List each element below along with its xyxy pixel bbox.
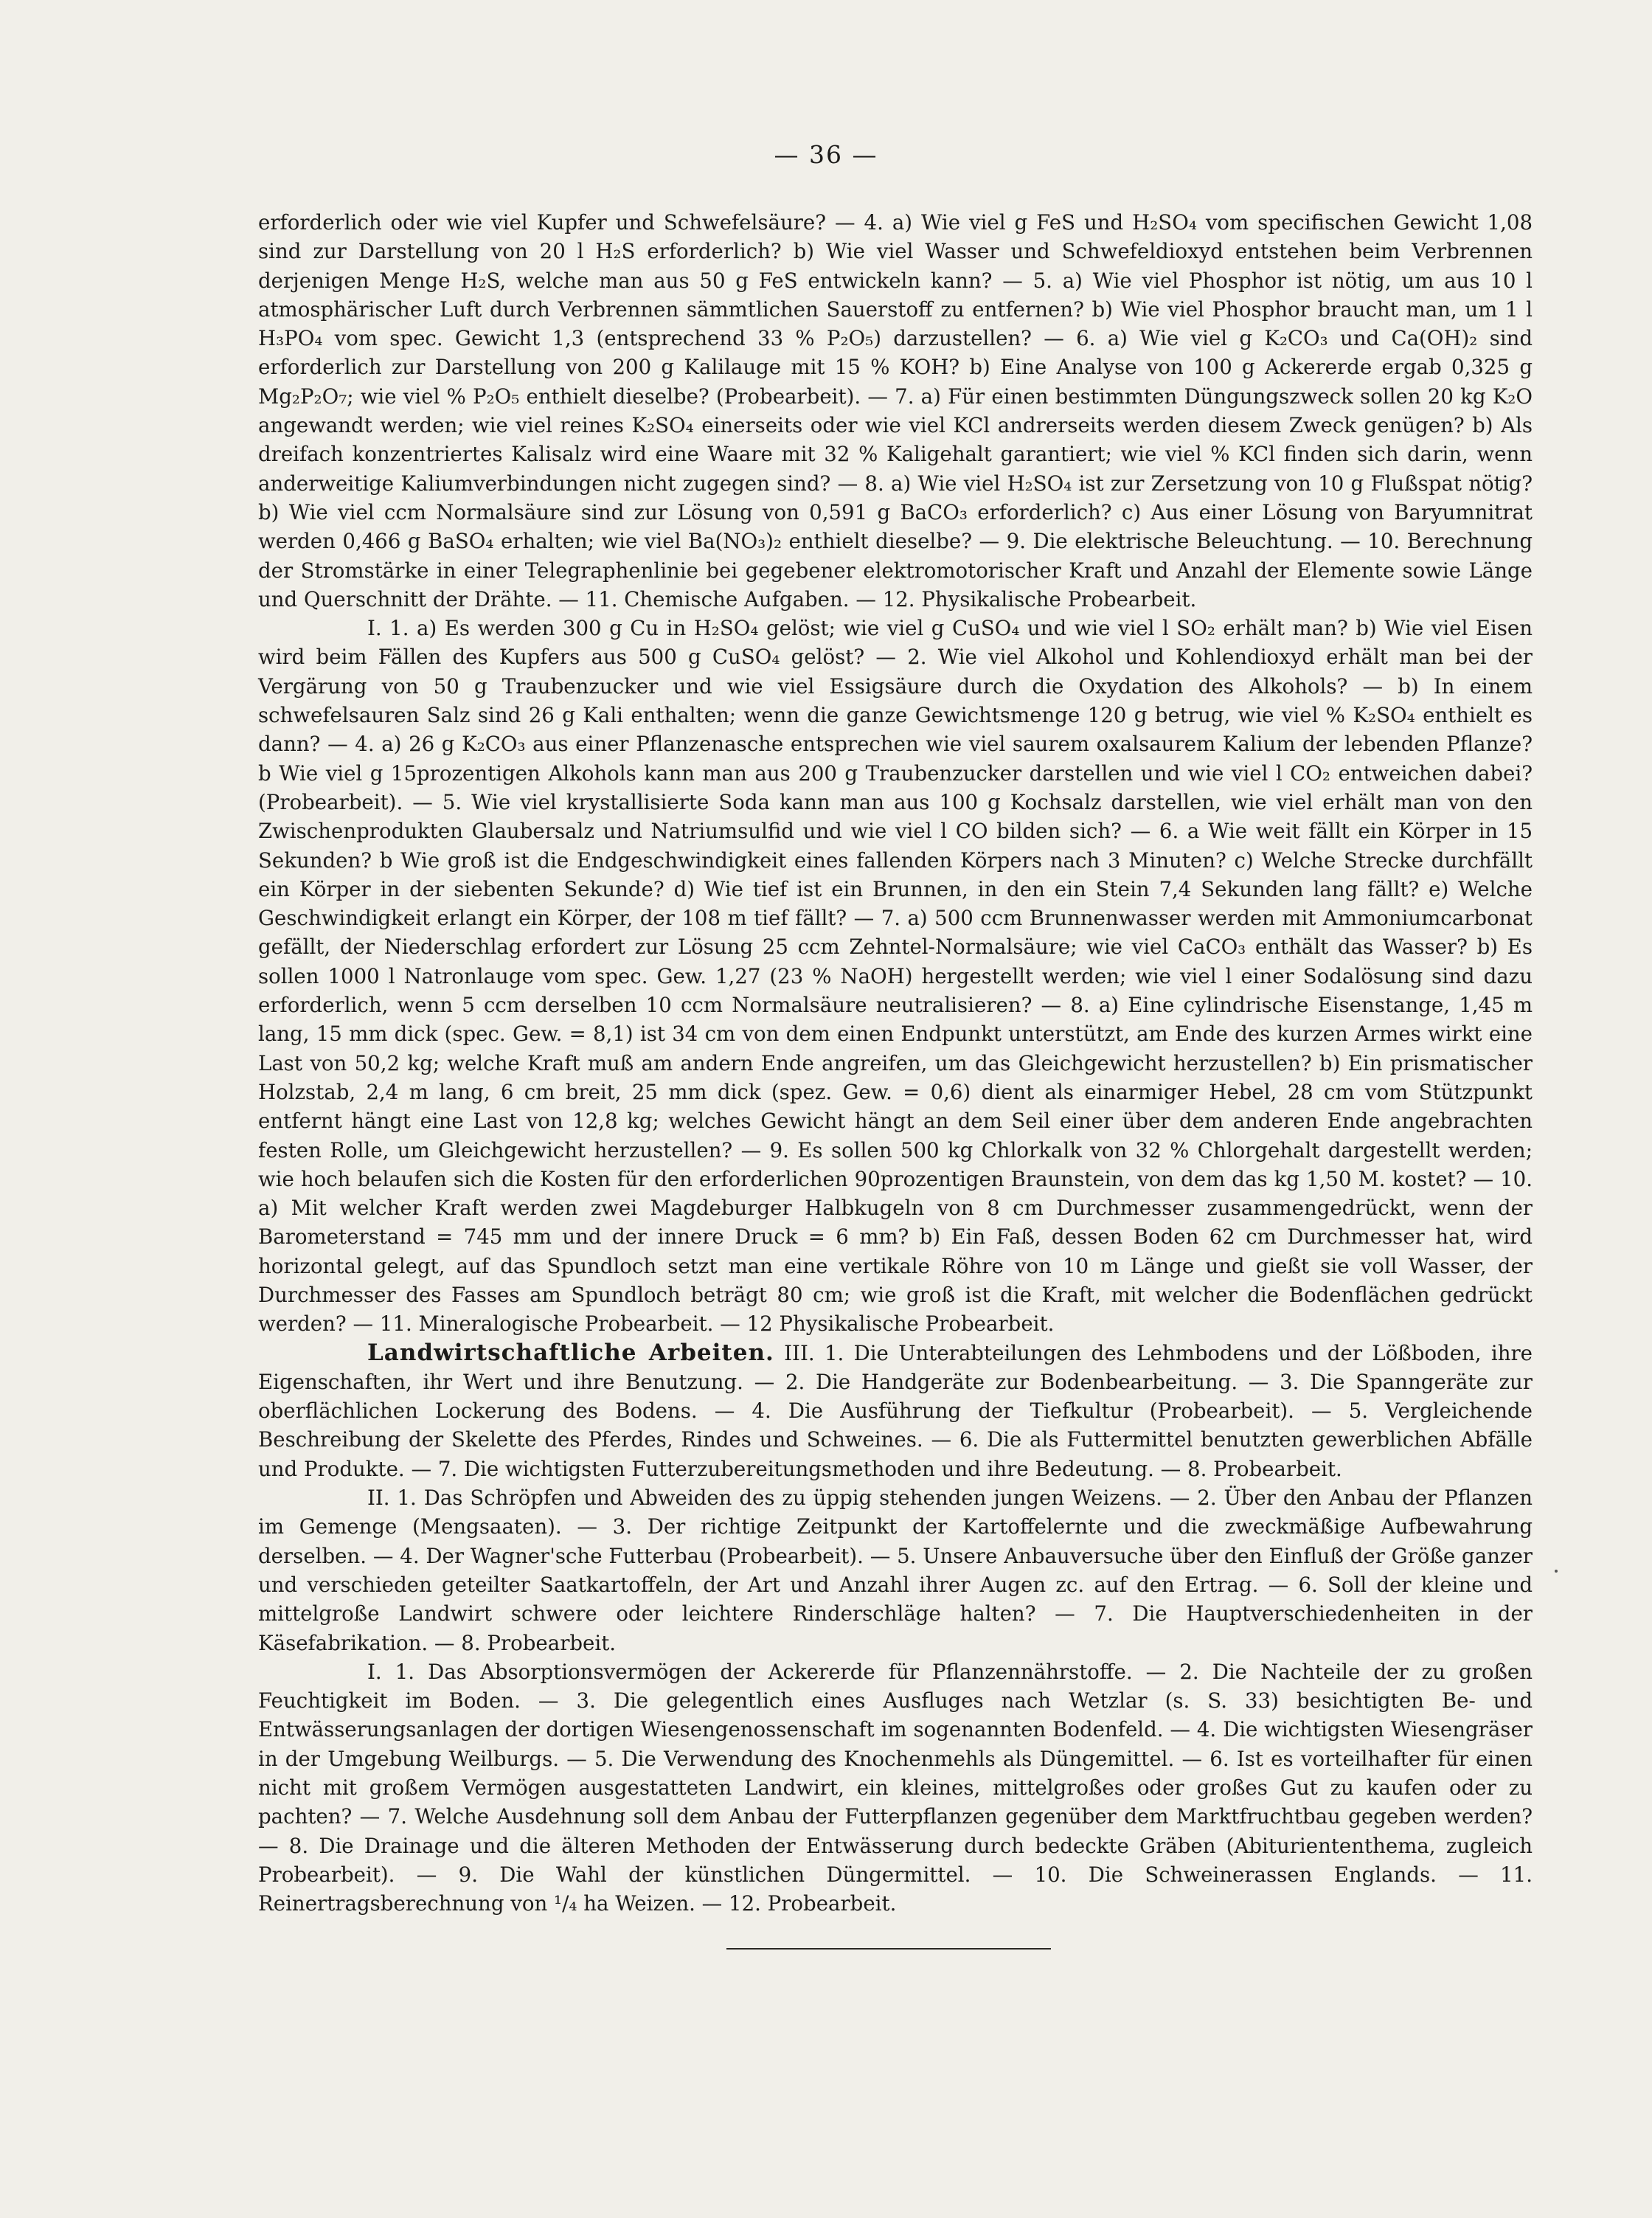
- margin-speck: [1555, 1570, 1558, 1573]
- paragraph-agriculture-class-three: [258, 1339, 1533, 1483]
- paragraph-agriculture-class-two: [258, 1483, 1533, 1657]
- paragraph-agriculture-class-one: [258, 1657, 1533, 1919]
- page-number: — 36 —: [774, 140, 878, 169]
- body-text: [258, 208, 1533, 1919]
- paragraph-text: erforderlich oder wie viel Kupfer und Schwefelsäure? — 4. a) Wie viel g FeS und H₂SO₄ vom specifischen Gewicht 1,08 sind zur Darstellung von 20 l H₂S erforderlich? b) Wie viel Wasser und Schwefeldioxyd entstehen beim Verbrennen derjenigen Menge H₂S, welche man aus 50 g FeS entwickeln kann? — 5. a) Wie viel Phosphor ist nötig, um aus 10 l atmosphärischer Luft durch Verbrennen sämmtlichen Sauerstoff zu entfernen? b) Wie viel Phosphor braucht man, um 1 l H₃PO₄ vom spec. Gewicht 1,3 (entsprechend 33 % P₂O₅) darzustellen? — 6. a) Wie viel g K₂CO₃ und Ca(OH)₂ sind erforderlich zur Darstellung von 200 g Kalilauge mit 15 % KOH? b) Eine Analyse von 100 g Ackererde ergab 0,325 g Mg₂P₂O₇; wie viel % P₂O₅ enthielt dieselbe? (Probearbeit). — 7. a) Für einen bestimmten Düngungszweck sollen 20 kg K₂O angewandt werden; wie viel reines K₂SO₄ einerseits oder wie viel KCl andrerseits werden diesem Zweck genügen? b) Als dreifach konzentriertes Kalisalz wird eine Waare mit 32 % Kaligehalt garantiert; wie viel % KCl finden sich darin, wenn anderweitige Kaliumverbindungen nicht zugegen sind? — 8. a) Wie viel H₂SO₄ ist zur Zersetzung von 10 g Flußspat nötig? b) Wie viel ccm Normalsäure sind zur Lösung von 0,591 g BaCO₃ erforderlich? c) Aus einer Lösung von Baryumnitrat werden 0,466 g BaSO₄ erhalten; wie viel Ba(NO₃)₂ enthielt dieselbe? — 9. Die elektrische Beleuchtung. — 10. Berechnung der Stromstärke in einer Telegraphenlinie bei gegebener elektromotorischer Kraft und Anzahl der Elemente sowie Länge und Querschnitt der Drähte. — 11. Chemische Aufgaben. — 12. Physikalische Probearbeit.: [258, 210, 1533, 611]
- paragraph-text: II. 1. Das Schröpfen und Abweiden des zu üppig stehenden jungen Weizens. — 2. Über den Anbau der Pflanzen im Gemenge (Mengsaaten). — 3. Der richtige Zeitpunkt der Kartoffelernte und die zweckmäßige Aufbewahrung derselben. — 4. Der Wagner'sche Futterbau (Probearbeit). — 5. Unsere Anbauversuche über den Einfluß der Größe ganzer und verschieden geteilter Saatkartoffeln, der Art und Anzahl ihrer Augen zc. auf den Ertrag. — 6. Soll der kleine und mittelgroße Landwirt schwere oder leichtere Rinderschläge halten? — 7. Die Hauptverschiedenheiten in der Käsefabrikation. — 8. Probearbeit.: [258, 1486, 1533, 1655]
- paragraph-text: I. 1. Das Absorptionsvermögen der Ackererde für Pflanzennährstoffe. — 2. Die Nachteile der zu großen Feuchtigkeit im Boden. — 3. Die gelegentlich eines Ausfluges nach Wetzlar (s. S. 33) besichtigten Be- und Entwässerungsanlagen der dortigen Wiesengenossenschaft im sogenannten Bodenfeld. — 4. Die wichtigsten Wiesengräser in der Umgebung Weilburgs. — 5. Die Verwendung des Knochenmehls als Düngemittel. — 6. Ist es vorteilhafter für einen nicht mit großem Vermögen ausgestatteten Landwirt, ein kleines, mittelgroßes oder großes Gut zu kaufen oder zu pachten? — 7. Welche Ausdehnung soll dem Anbau der Futterpflanzen gegenüber dem Marktfruchtbau gegeben werden? — 8. Die Drainage und die älteren Methoden der Entwässerung durch bedeckte Gräben (Abituriententhema, zugleich Probearbeit). — 9. Die Wahl der künstlichen Düngermittel. — 10. Die Schweinerassen Englands. — 11. Reinertragsberechnung von ¹/₄ ha Weizen. — 12. Probearbeit.: [258, 1659, 1533, 1916]
- paragraph-class-one-tasks: [258, 614, 1533, 1338]
- paragraph-text: III. 1. Die Unterabteilungen des Lehmbodens und der Lößboden, ihre Eigenschaften, ihr Wert und ihre Benutzung. — 2. Die Handgeräte zur Bodenbearbeitung. — 3. Die Spanngeräte zur oberflächlichen Lockerung des Bodens. — 4. Die Ausführung der Tiefkultur (Probearbeit). — 5. Vergleichende Beschreibung der Skelette des Pferdes, Rindes und Schweines. — 6. Die als Futtermittel benutzten gewerblichen Abfälle und Produkte. — 7. Die wichtigsten Futterzubereitungsmethoden und ihre Bedeutung. — 8. Probearbeit.: [258, 1340, 1533, 1481]
- paragraph-chemistry-physics-tasks: [258, 208, 1533, 614]
- paragraph-text: I. 1. a) Es werden 300 g Cu in H₂SO₄ gelöst; wie viel g CuSO₄ und wie viel l SO₂ erhält man? b) Wie viel Eisen wird beim Fällen des Kupfers aus 500 g CuSO₄ gelöst? — 2. Wie viel Alkohol und Kohlendioxyd erhält man bei der Vergärung von 50 g Traubenzucker und wie viel Essigsäure durch die Oxydation des Alkohols? — b) In einem schwefelsauren Salz sind 26 g Kali enthalten; wenn die ganze Gewichtsmenge 120 g betrug, wie viel % K₂SO₄ enthielt es dann? — 4. a) 26 g K₂CO₃ aus einer Pflanzenasche entsprechen wie viel saurem oxalsaurem Kalium der lebenden Pflanze? b Wie viel g 15prozentigen Alkohols kann man aus 200 g Traubenzucker darstellen und wie viel l CO₂ entweichen dabei? (Probearbeit). — 5. Wie viel krystallisierte Soda kann man aus 100 g Kochsalz darstellen, wie viel erhält man von den Zwischenprodukten Glaubersalz und Natriumsulfid und wie viel l CO bilden sich? — 6. a Wie weit fällt ein Körper in 15 Sekunden? b Wie groß ist die Endgeschwindigkeit eines fallenden Körpers nach 3 Minuten? c) Welche Strecke durchfällt ein Körper in der siebenten Sekunde? d) Wie tief ist ein Brunnen, in den ein Stein 7,4 Sekunden lang fällt? e) Welche Geschwindigkeit erlangt ein Körper, der 108 m tief fällt? — 7. a) 500 ccm Brunnenwasser werden mit Ammoniumcarbonat gefällt, der Niederschlag erfordert zur Lösung 25 ccm Zehntel-Normalsäure; wie viel CaCO₃ enthält das Wasser? b) Es sollen 1000 l Natronlauge vom spec. Gew. 1,27 (23 % NaOH) hergestellt werden; wie viel l einer Sodalösung sind dazu erforderlich, wenn 5 ccm derselben 10 ccm Normalsäure neutralisieren? — 8. a) Eine cylindrische Eisenstange, 1,45 m lang, 15 mm dick (spec. Gew. = 8,1) ist 34 cm von dem einen Endpunkt unterstützt, am Ende des kurzen Armes wirkt eine Last von 50,2 kg; welche Kraft muß am andern Ende angreifen, um das Gleichgewicht herzustellen? b) Ein prismatischer Holzstab, 2,4 m lang, 6 cm breit, 25 mm dick (spez. Gew. = 0,6) dient als einarmiger Hebel, 28 cm vom Stützpunkt entfernt hängt eine Last von 12,8 kg; welches Gewicht hängt an dem Seil einer über dem anderen Ende angebrachten festen Rolle, um Gleichgewicht herzustellen? — 9. Es sollen 500 kg Chlorkalk von 32 % Chlorgehalt dargestellt werden; wie hoch belaufen sich die Kosten für den erforderlichen 90prozentigen Braunstein, von dem das kg 1,50 M. kostet? — 10. a) Mit welcher Kraft werden zwei Magdeburger Halbkugeln von 8 cm Durchmesser zusammengedrückt, wenn der Barometerstand = 745 mm und der innere Druck = 6 mm? b) Ein Faß, dessen Boden 62 cm Durchmesser hat, wird horizontal gelegt, auf das Spundloch setzt man eine vertikale Röhre von 10 m Länge und gießt sie voll Wasser, der Durchmesser des Fasses am Spundloch beträgt 80 cm; wie groß ist die Kraft, mit welcher die Bodenflächen gedrückt werden? — 11. Mineralogische Probearbeit. — 12 Physikalische Probearbeit.: [258, 616, 1533, 1337]
- closing-rule: [726, 1948, 1051, 1950]
- section-heading: Landwirtschaftliche Arbeiten.: [367, 1339, 774, 1366]
